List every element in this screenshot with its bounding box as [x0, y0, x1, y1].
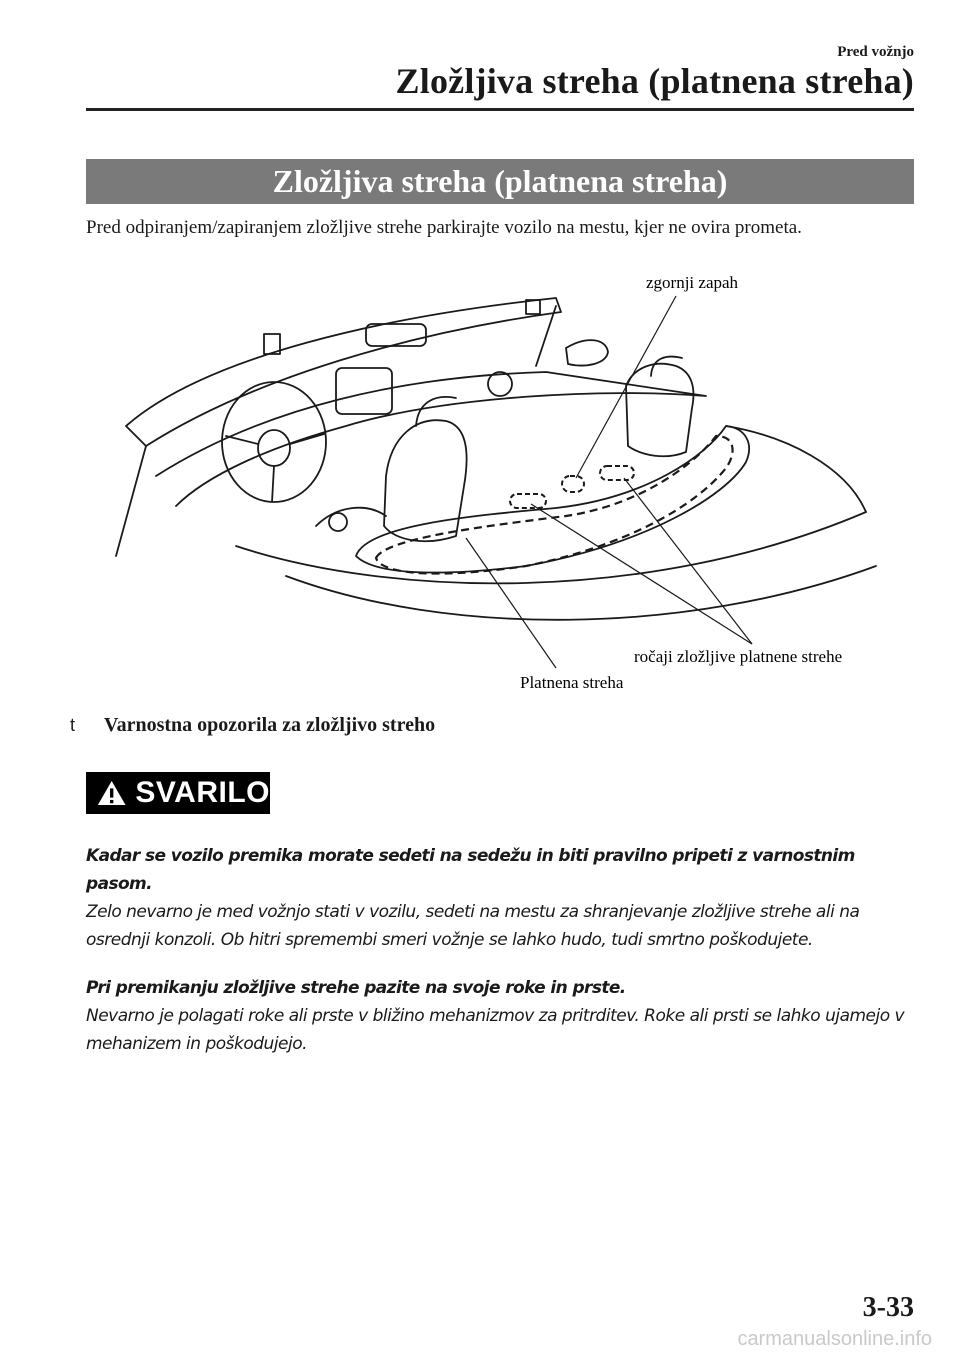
- center-console: [316, 508, 386, 526]
- section-heading: [70, 714, 435, 737]
- label-top-latch: zgornji zapah: [646, 276, 739, 292]
- footer-watermark-url: carmanualsonline.info: [737, 1328, 932, 1350]
- car-body-lower: [286, 566, 876, 620]
- warning-list: [86, 842, 926, 1078]
- top-latch: [562, 476, 584, 492]
- soft-top-handle: [600, 466, 634, 480]
- warning-item-body: Nevarno je polagati roke ali prste v bližino mehanizmov za pritrditev. Roke ali prsti se lahko ujamejo v mehanizem in poškodujejo.: [86, 1006, 905, 1054]
- page-number: 3-33: [862, 1292, 914, 1323]
- leader-line-handle: [531, 504, 752, 644]
- header-rule: [86, 108, 914, 111]
- section-banner-title: Zložljiva streha (platnena streha): [272, 163, 728, 199]
- bullet-marker: t: [70, 715, 76, 735]
- windshield-clip-right: [526, 300, 540, 314]
- soft-top-handle: [510, 494, 546, 508]
- infotainment-screen: [336, 368, 392, 414]
- warning-item-body: Zelo nevarno je med vožnjo stati v vozilu, sedeti na mestu za shranjevanje zložljive strehe ali na osrednji konzoli. Ob hitri spremembi smeri vožnje se lahko hudo, tudi smrtno poškodujete.: [86, 902, 860, 950]
- side-mirror: [566, 340, 608, 365]
- convertible-interior-illustration: [86, 276, 916, 696]
- warning-item: [86, 842, 926, 954]
- leader-line-soft-top: [466, 538, 556, 668]
- soft-top-outline: [376, 436, 733, 574]
- warning-item-title: Kadar se vozilo premika morate sedeti na sedežu in biti pravilno pripeti z varnostnim pasom.: [86, 846, 855, 894]
- steering-hub: [258, 430, 290, 466]
- car-body-side: [236, 512, 866, 583]
- leader-line-top-latch: [576, 296, 676, 478]
- rearview-mirror: [366, 324, 426, 346]
- steering-wheel: [222, 382, 326, 502]
- section-banner: [86, 159, 914, 204]
- right-seat: [626, 364, 693, 456]
- gear-knob: [329, 513, 347, 531]
- warning-item-title: Pri premikanju zložljive strehe pazite na svoje roke in prste.: [86, 978, 626, 998]
- warning-triangle-icon: [96, 778, 127, 808]
- air-vent-right: [488, 372, 512, 396]
- leader-line-handle: [624, 478, 752, 644]
- section-heading-text: Varnostna opozorila za zložljivo streho: [104, 714, 436, 736]
- intro-paragraph: Pred odpiranjem/zapiranjem zložljive strehe parkirajte vozilo na mestu, kjer ne ovira prometa.: [86, 217, 802, 238]
- warning-label: SVARILO: [135, 776, 270, 809]
- warning-item: [86, 974, 926, 1058]
- page-header-title: Zložljiva streha (platnena streha): [395, 61, 914, 101]
- windshield-left-pillar: [116, 446, 146, 556]
- rear-deck: [356, 426, 749, 573]
- warning-badge: [86, 772, 270, 814]
- chapter-title: Pred vožnjo: [837, 44, 914, 60]
- steering-spokes: [226, 434, 324, 502]
- label-soft-top: Platnena streha: [520, 673, 624, 692]
- label-soft-top-handles: ročaji zložljive platnene strehe: [634, 647, 843, 666]
